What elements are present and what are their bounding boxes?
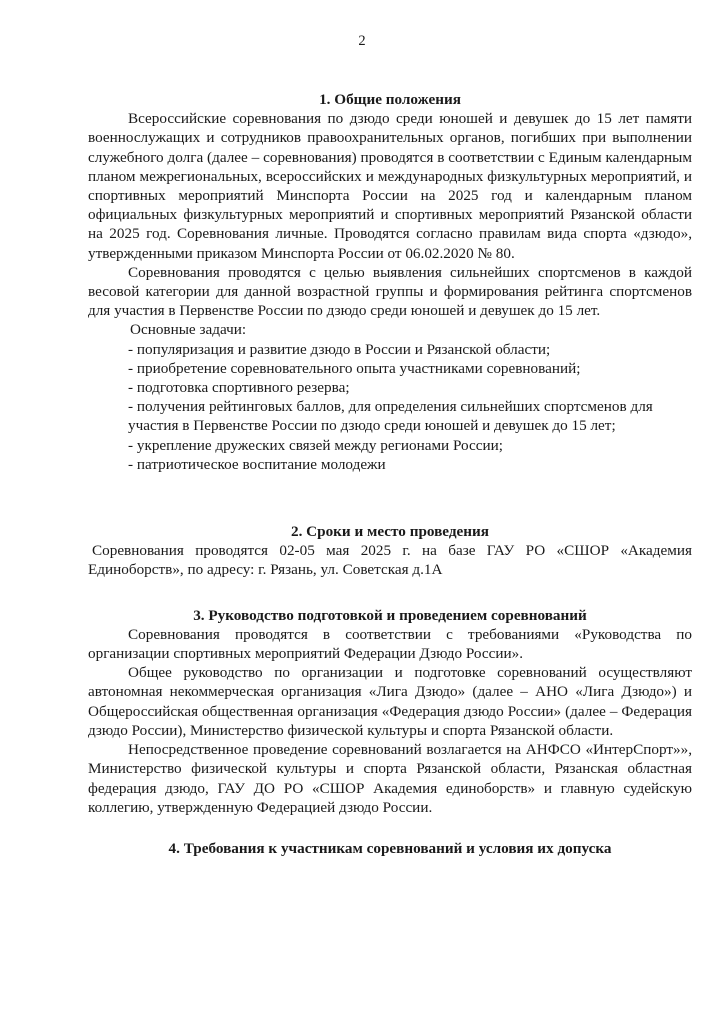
task-item: - подготовка спортивного резерва; bbox=[128, 379, 350, 397]
tasks-list bbox=[88, 340, 692, 474]
section-1-paragraph-2: Соревнования проводятся с целью выявления сильнейших спортсменов в каждой весовой категории для данной возрастной группы и формирования рейтинга спортсменов для участия в Первенстве России по дзюдо среди юношей и девушек до 15 лет. bbox=[88, 263, 692, 320]
section-1-paragraph-1: Всероссийские соревнования по дзюдо среди юношей и девушек до 15 лет памяти военнослужащих и сотрудников правоохранительных органов, погибших при выполнении служебного долга (далее – соревнования) проводятся в соответствии с Единым календарным планом межрегиональных, всероссийских и международных физкультурных мероприятий, и спортивных мероприятий Минспорта России на 2025 год и календарным планом официальных физкультурных мероприятий и спортивных мероприятий Рязанской области на 2025 год. Соревнования личные. Проводятся согласно правилам вида спорта «дзюдо», утвержденными приказом Минспорта России от 06.02.2020 № 80. bbox=[88, 110, 692, 262]
task-item: - укрепление дружеских связей между регионами России; bbox=[128, 436, 503, 454]
section-3-paragraph-1: Соревнования проводятся в соответствии с требованиями «Руководства по организации спортивных мероприятий Федерации Дзюдо России». bbox=[88, 625, 692, 663]
section-3-paragraph-2: Общее руководство по организации и подготовке соревнований осуществляют автономная некоммерческая организация «Лига Дзюдо» (далее – АНО «Лига Дзюдо») и Общероссийская общественная организация «Федерация дзюдо России» (далее – Федерация дзюдо России), Министерство физической культуры и спорта Рязанской области. bbox=[88, 664, 692, 739]
section-4-heading: 4. Требования к участникам соревнований и условия их допуска bbox=[168, 839, 612, 857]
section-3-paragraph-3: Непосредственное проведение соревнований возлагается на АНФСО «ИнтерСпорт»», Министерство физической культуры и спорта Рязанской области, Рязанская областная федерация дзюдо, ГАУ ДО РО «СШОР Академия единоборств» и главную судейскую коллегию, утвержденную Федерацией дзюдо России. bbox=[88, 741, 692, 816]
spacer bbox=[88, 580, 692, 606]
section-2-paragraph-1: Соревнования проводятся 02-05 мая 2025 г. на базе ГАУ РО «СШОР «Академия Единоборств», по адресу: г. Рязань, ул. Советская д.1А bbox=[88, 542, 692, 579]
task-item: - популяризация и развитие дзюдо в России и Рязанской области; bbox=[128, 340, 551, 358]
section-3-heading: 3. Руководство подготовкой и проведением соревнований bbox=[193, 606, 587, 624]
section-1-heading: 1. Общие положения bbox=[319, 91, 461, 108]
tasks-title: Основные задачи: bbox=[130, 321, 247, 339]
page-number: 2 bbox=[358, 33, 366, 49]
task-item: - патриотическое воспитание молодежи bbox=[128, 455, 386, 473]
spacer bbox=[88, 817, 692, 839]
document-body bbox=[88, 90, 692, 858]
section-2-heading: 2. Сроки и место проведения bbox=[290, 523, 489, 541]
task-item: - получения рейтинговых баллов, для определения сильнейших спортсменов для участия в Первенстве России по дзюдо среди юношей и девушек до 15 лет; bbox=[128, 398, 653, 435]
spacer bbox=[88, 474, 692, 522]
task-item: - приобретение соревновательного опыта участниками соревнований; bbox=[128, 359, 581, 377]
